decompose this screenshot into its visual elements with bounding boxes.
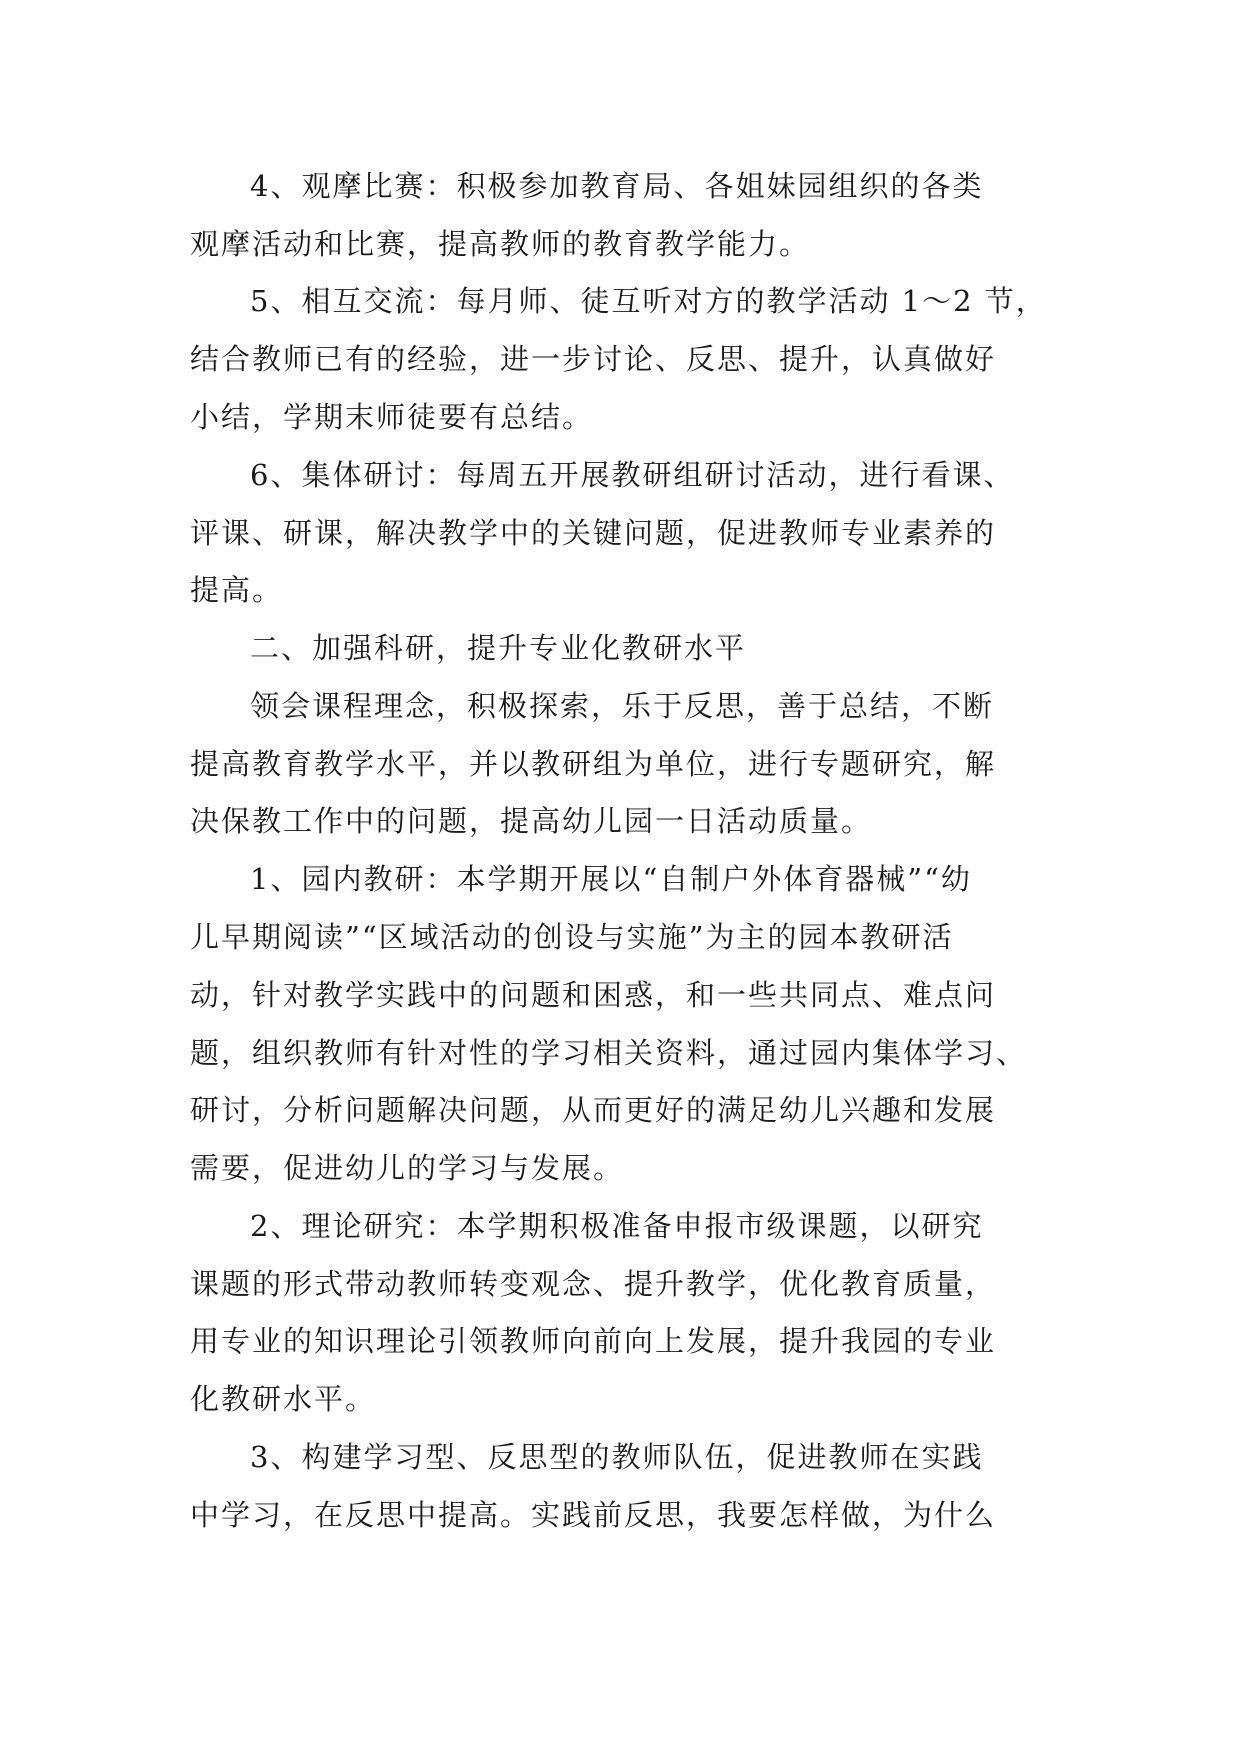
text-line: 课题的形式带动教师转变观念、提升教学，优化教育质量，: [190, 1267, 997, 1301]
text-line: 小结，学期末师徒要有总结。: [190, 400, 594, 434]
text-line: 6、集体研讨：每周五开展教研组研讨活动，进行看课、: [250, 458, 1015, 492]
text-line: 评课、研课，解决教学中的关键问题，促进教师专业素养的: [190, 516, 997, 550]
text-line: 3、构建学习型、反思型的教师队伍，促进教师在实践: [250, 1440, 984, 1474]
text-line: 观摩活动和比赛，提高教师的教育教学能力。: [190, 227, 811, 261]
text-line: 动，针对教学实践中的问题和困惑，和一些共同点、难点问: [190, 978, 997, 1012]
text-line: 用专业的知识理论引领教师向前向上发展，提升我园的专业: [190, 1324, 997, 1358]
text-line: 4、观摩比赛：积极参加教育局、各姐妹园组织的各类: [250, 169, 984, 203]
text-line: 领会课程理念，积极探索，乐于反思，善于总结，不断: [250, 689, 995, 723]
text-line: 提高。: [190, 573, 284, 607]
text-line: 题，组织教师有针对性的学习相关资料，通过园内集体学习、: [190, 1036, 1028, 1070]
text-line: 需要，促进幼儿的学习与发展。: [190, 1151, 625, 1185]
text-line: 化教研水平。: [190, 1382, 377, 1416]
text-line: 研讨，分析问题解决问题，从而更好的满足幼儿兴趣和发展: [190, 1093, 997, 1127]
text-line: 儿早期阅读”“区域活动的创设与实施”为主的园本教研活: [190, 920, 954, 954]
text-line: 结合教师已有的经验，进一步讨论、反思、提升，认真做好: [190, 342, 997, 376]
text-line: 提高教育教学水平，并以教研组为单位，进行专题研究，解: [190, 747, 997, 781]
section-heading: 二、加强科研，提升专业化教研水平: [250, 631, 747, 665]
text-line: 中学习，在反思中提高。实践前反思，我要怎样做，为什么: [190, 1498, 997, 1532]
text-line: 5、相互交流：每月师、徒互听对方的教学活动 1～2 节，: [250, 284, 1047, 318]
text-line: 决保教工作中的问题，提高幼儿园一日活动质量。: [190, 804, 873, 838]
text-line: 2、理论研究：本学期积极准备申报市级课题，以研究: [250, 1209, 984, 1243]
text-line: 1、园内教研：本学期开展以“自制户外体育器械”“幼: [250, 862, 972, 896]
